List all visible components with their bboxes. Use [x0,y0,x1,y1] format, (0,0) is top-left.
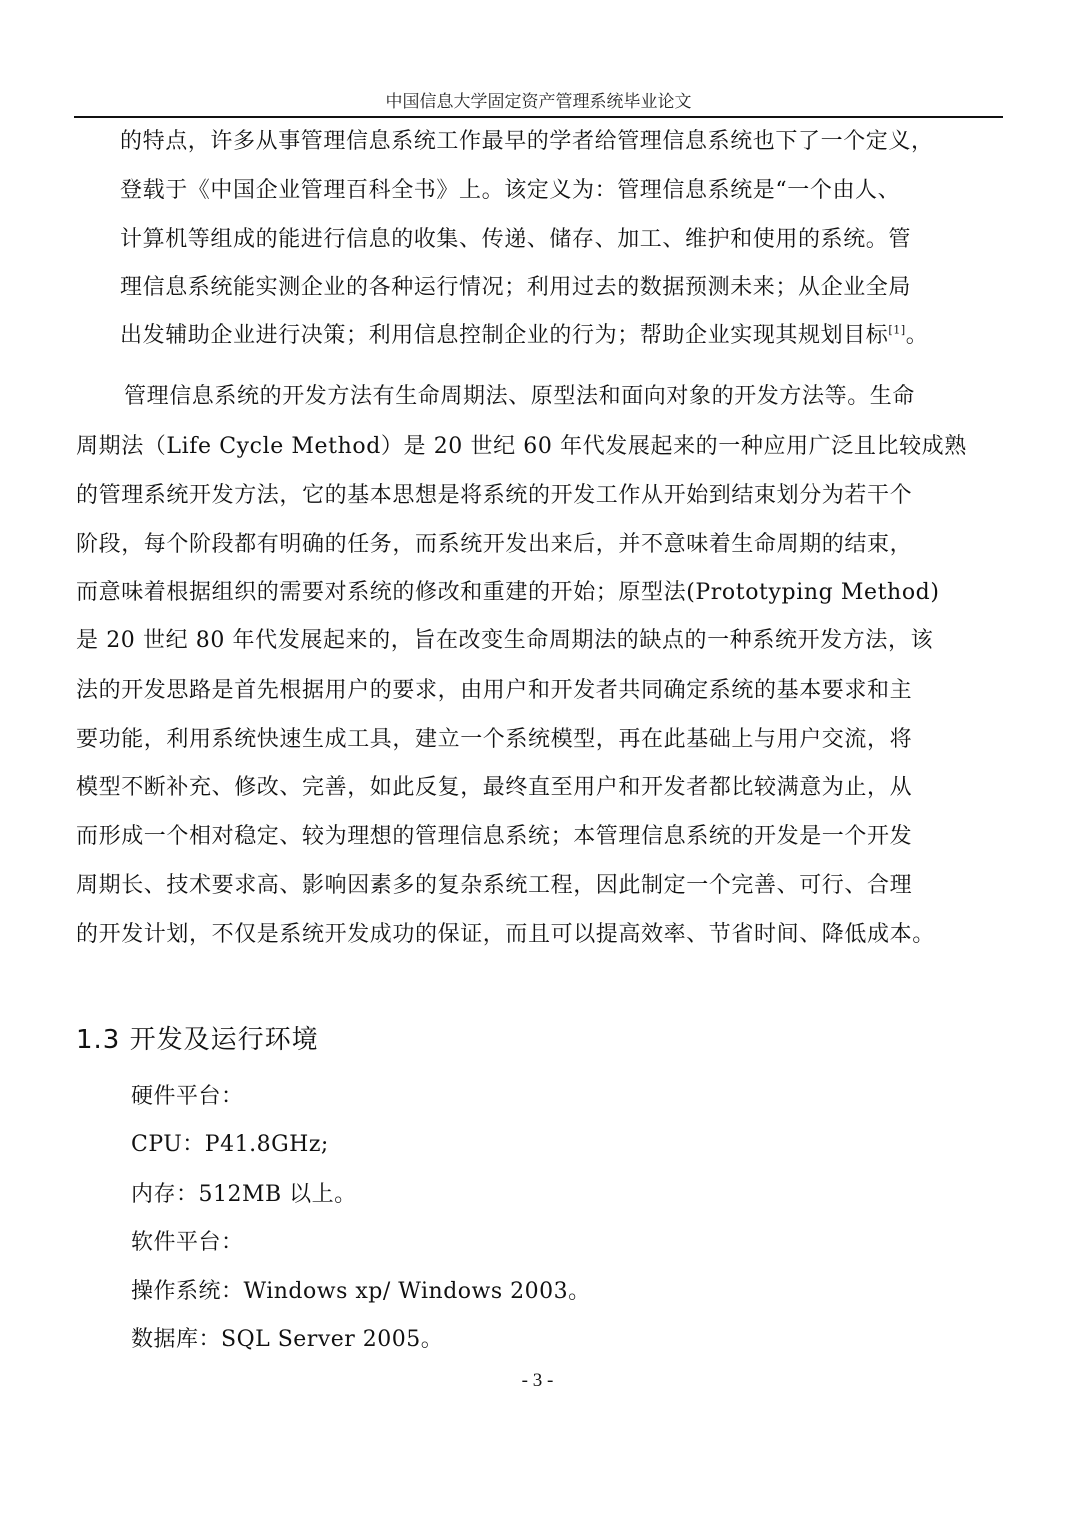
paragraph-line: 法的开发思路是首先根据用户的要求，由用户和开发者共同确定系统的基本要求和主 [76,678,913,703]
paragraph-line: 周期法（Life Cycle Method）是 20 世纪 60 年代发展起来的一种应用广泛且比较成熟 [76,434,967,459]
spec-item: 内存：512MB 以上。 [131,1182,357,1207]
paragraph-text: 出发辅助企业进行决策；利用信息控制企业的行为；帮助企业实现其规划目标 [120,323,889,348]
paragraph-line: 阶段，每个阶段都有明确的任务，而系统开发出来后，并不意味着生命周期的结束， [76,532,913,557]
citation-marker: [1] [888,323,906,337]
paragraph-line: 计算机等组成的能进行信息的收集、传递、储存、加工、维护和使用的系统。管 [120,227,912,252]
paragraph-line: 的开发计划，不仅是系统开发成功的保证，而且可以提高效率、节省时间、降低成本。 [76,922,935,947]
spec-item: 软件平台： [131,1230,244,1255]
spec-item: 操作系统：Windows xp/ Windows 2003。 [131,1279,591,1304]
paragraph-line: 的管理系统开发方法，它的基本思想是将系统的开发工作从开始到结束划分为若干个 [76,483,913,508]
paragraph-line: 理信息系统能实测企业的各种运行情况；利用过去的数据预测未来；从企业全局 [120,275,912,300]
paragraph-line: 的特点，许多从事管理信息系统工作最早的学者给管理信息系统也下了一个定义， [120,129,934,154]
paragraph-line: 模型不断补充、修改、完善，如此反复，最终直至用户和开发者都比较满意为止，从 [76,775,913,800]
spec-item: 数据库：SQL Server 2005。 [131,1327,444,1352]
paragraph-line: 登载于《中国企业管理百科全书》上。该定义为：管理信息系统是“一个由人、 [120,178,901,203]
paragraph-line: 而意味着根据组织的需要对系统的修改和重建的开始；原型法(Prototyping Method) [76,580,940,605]
paragraph-line: 是 20 世纪 80 年代发展起来的，旨在改变生命周期法的缺点的一种系统开发方法，该 [76,628,934,653]
paragraph-line: 管理信息系统的开发方法有生命周期法、原型法和面向对象的开发方法等。生命 [124,384,916,409]
spec-item: 硬件平台： [131,1084,244,1109]
paragraph-line: 周期长、技术要求高、影响因素多的复杂系统工程，因此制定一个完善、可行、合理 [76,873,913,898]
page-number: - 3 - [521,1370,554,1391]
section-heading: 1.3 开发及运行环境 [76,1025,319,1055]
page-header: 中国信息大学固定资产管理系统毕业论文 [74,88,1003,118]
spec-item: CPU：P41.8GHz; [131,1132,329,1157]
paragraph-line-last [120,321,928,351]
paragraph-end-punctuation: 。 [905,323,929,348]
paragraph-line: 要功能，利用系统快速生成工具，建立一个系统模型，再在此基础上与用户交流，将 [76,727,913,752]
paragraph-line: 而形成一个相对稳定、较为理想的管理信息系统；本管理信息系统的开发是一个开发 [76,824,913,849]
